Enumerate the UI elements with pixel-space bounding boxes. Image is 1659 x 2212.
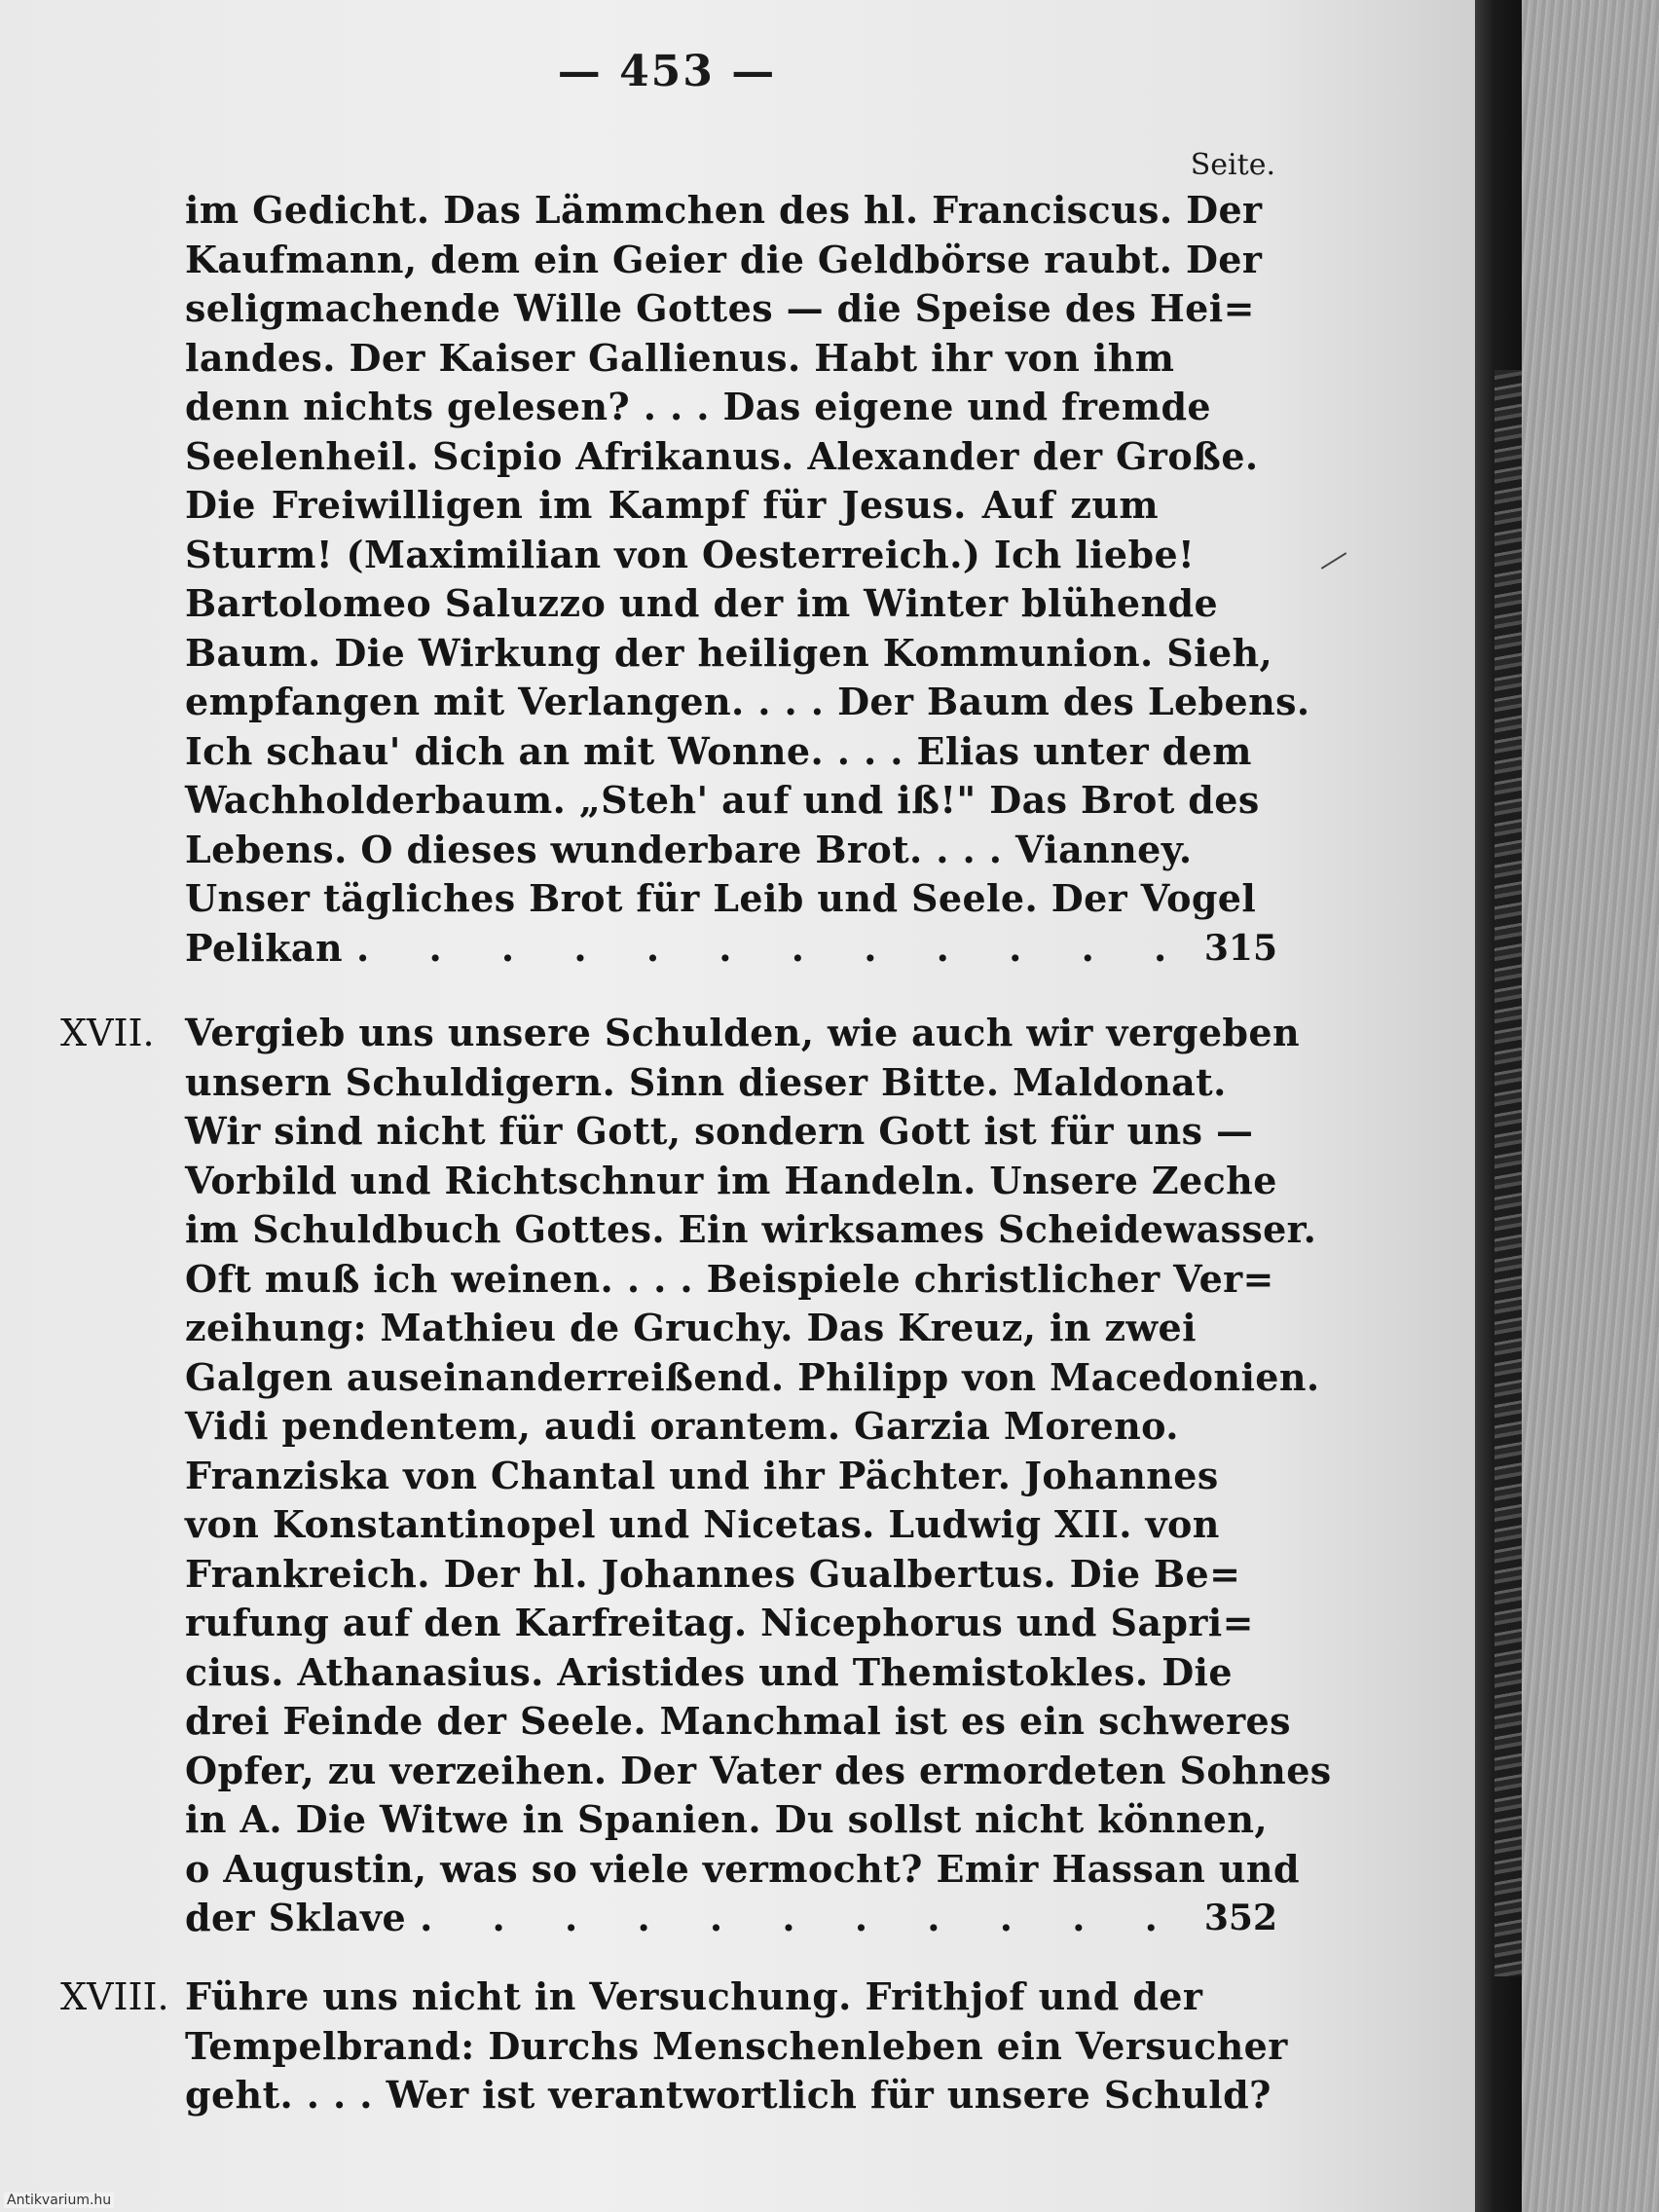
chapter-numeral: XVIII. — [60, 1975, 169, 2018]
entry-line: seligmachende Wille Gottes — die Speise des Hei= — [185, 286, 1255, 330]
entry-line: Seelenheil. Scipio Afrikanus. Alexander der Große. — [185, 433, 1259, 478]
entry-line: Baum. Die Wirkung der heiligen Kommunion. Sieh, — [185, 630, 1273, 675]
entry-line: Vidi pendentem, audi orantem. Garzia Moreno. — [185, 1404, 1179, 1448]
chapter-numeral: XVII. — [60, 1012, 155, 1054]
leader-dots: . . . . . . . . . . . — [420, 1896, 1181, 1939]
entry-line: rufung auf den Karfreitag. Nicephorus und Sapri= — [185, 1601, 1254, 1644]
entry-last-line — [185, 923, 1191, 974]
entry-line: Unser tägliches Brot für Leib und Seele. Der Vogel — [185, 876, 1257, 920]
page-reference: 315 — [1203, 927, 1277, 969]
entry-line: Opfer, zu verzeihen. Der Vater des ermordeten Sohnes — [185, 1748, 1332, 1792]
entry-line: Galgen auseinanderreißend. Philipp von Macedonien. — [185, 1354, 1320, 1399]
entry-line: drei Feinde der Seele. Manchmal ist es ein schweres — [185, 1699, 1291, 1743]
entry-line: im Gedicht. Das Lämmchen des hl. Franciscus. Der — [185, 188, 1263, 232]
entry-line: denn nichts gelesen? . . . Das eigene und fremde — [185, 385, 1212, 428]
entry-line: in A. Die Witwe in Spanien. Du sollst nicht können, — [185, 1797, 1268, 1841]
entry-line: Wir sind nicht für Gott, sondern Gott ist für uns — — [185, 1109, 1254, 1153]
entry-last-text: der Sklave — [185, 1896, 407, 1939]
entry-line: Kaufmann, dem ein Geier die Geldbörse raubt. Der — [185, 237, 1263, 281]
entry-last-line — [185, 1893, 1181, 1943]
entry-line: Sturm! (Maximilian von Oesterreich.) Ich liebe! — [185, 532, 1196, 576]
entry-line: von Konstantinopel und Nicetas. Ludwig XII. von — [185, 1502, 1220, 1546]
entry-line: Die Freiwilligen im Kampf für Jesus. Auf zum — [185, 483, 1159, 527]
entry-line: Oft muß ich weinen. . . . Beispiele christlicher Ver= — [185, 1256, 1274, 1301]
entry-line: Franziska von Chantal und ihr Pächter. Johannes — [185, 1453, 1219, 1497]
entry-line: Bartolomeo Saluzzo und der im Winter blühende — [185, 581, 1219, 625]
entry-line: Wachholderbaum. „Steh' auf und iß!" Das Brot des — [185, 778, 1260, 822]
entry-line: Vergieb uns unsere Schulden, wie auch wir vergeben — [185, 1011, 1301, 1054]
page-number: — 453 — — [557, 47, 777, 96]
entry-line: cius. Athanasius. Aristides und Themistokles. Die — [185, 1649, 1233, 1694]
book-cover-board — [1522, 0, 1659, 2212]
entry-line: Ich schau' dich an mit Wonne. . . . Elias unter dem — [185, 728, 1252, 773]
entry-line: empfangen mit Verlangen. . . . Der Baum des Lebens. — [185, 680, 1310, 723]
entry-line: Frankreich. Der hl. Johannes Gualbertus. Die Be= — [185, 1551, 1241, 1596]
entry-line: Tempelbrand: Durchs Menschenleben ein Versucher — [185, 2023, 1288, 2068]
watermark: Antikvarium.hu — [4, 2193, 114, 2208]
entry-line: o Augustin, was so viele vermocht? Emir Hassan und — [185, 1846, 1300, 1891]
entry-line: Führe uns nicht in Versuchung. Frithjof und der — [185, 1974, 1203, 2018]
entry-line: Vorbild und Richtschnur im Handeln. Unsere Zeche — [185, 1158, 1277, 1202]
column-label: Seite. — [1190, 148, 1275, 182]
leader-dots: . . . . . . . . . . . . — [355, 925, 1191, 970]
entry-line: geht. . . . Wer ist verantwortlich für unsere Schuld? — [185, 2073, 1272, 2117]
entry-line: im Schuldbuch Gottes. Ein wirksames Scheidewasser. — [185, 1207, 1317, 1251]
entry-line: zeihung: Mathieu de Gruchy. Das Kreuz, in zwei — [185, 1306, 1197, 1349]
entry-last-text: Pelikan — [185, 925, 343, 970]
page-reference: 352 — [1203, 1898, 1277, 1938]
entry-line: landes. Der Kaiser Gallienus. Habt ihr von ihm — [185, 335, 1175, 380]
entry-line: unsern Schuldigern. Sinn dieser Bitte. Maldonat. — [185, 1059, 1227, 1104]
entry-line: Lebens. O dieses wunderbare Brot. . . . Vianney. — [185, 827, 1193, 871]
